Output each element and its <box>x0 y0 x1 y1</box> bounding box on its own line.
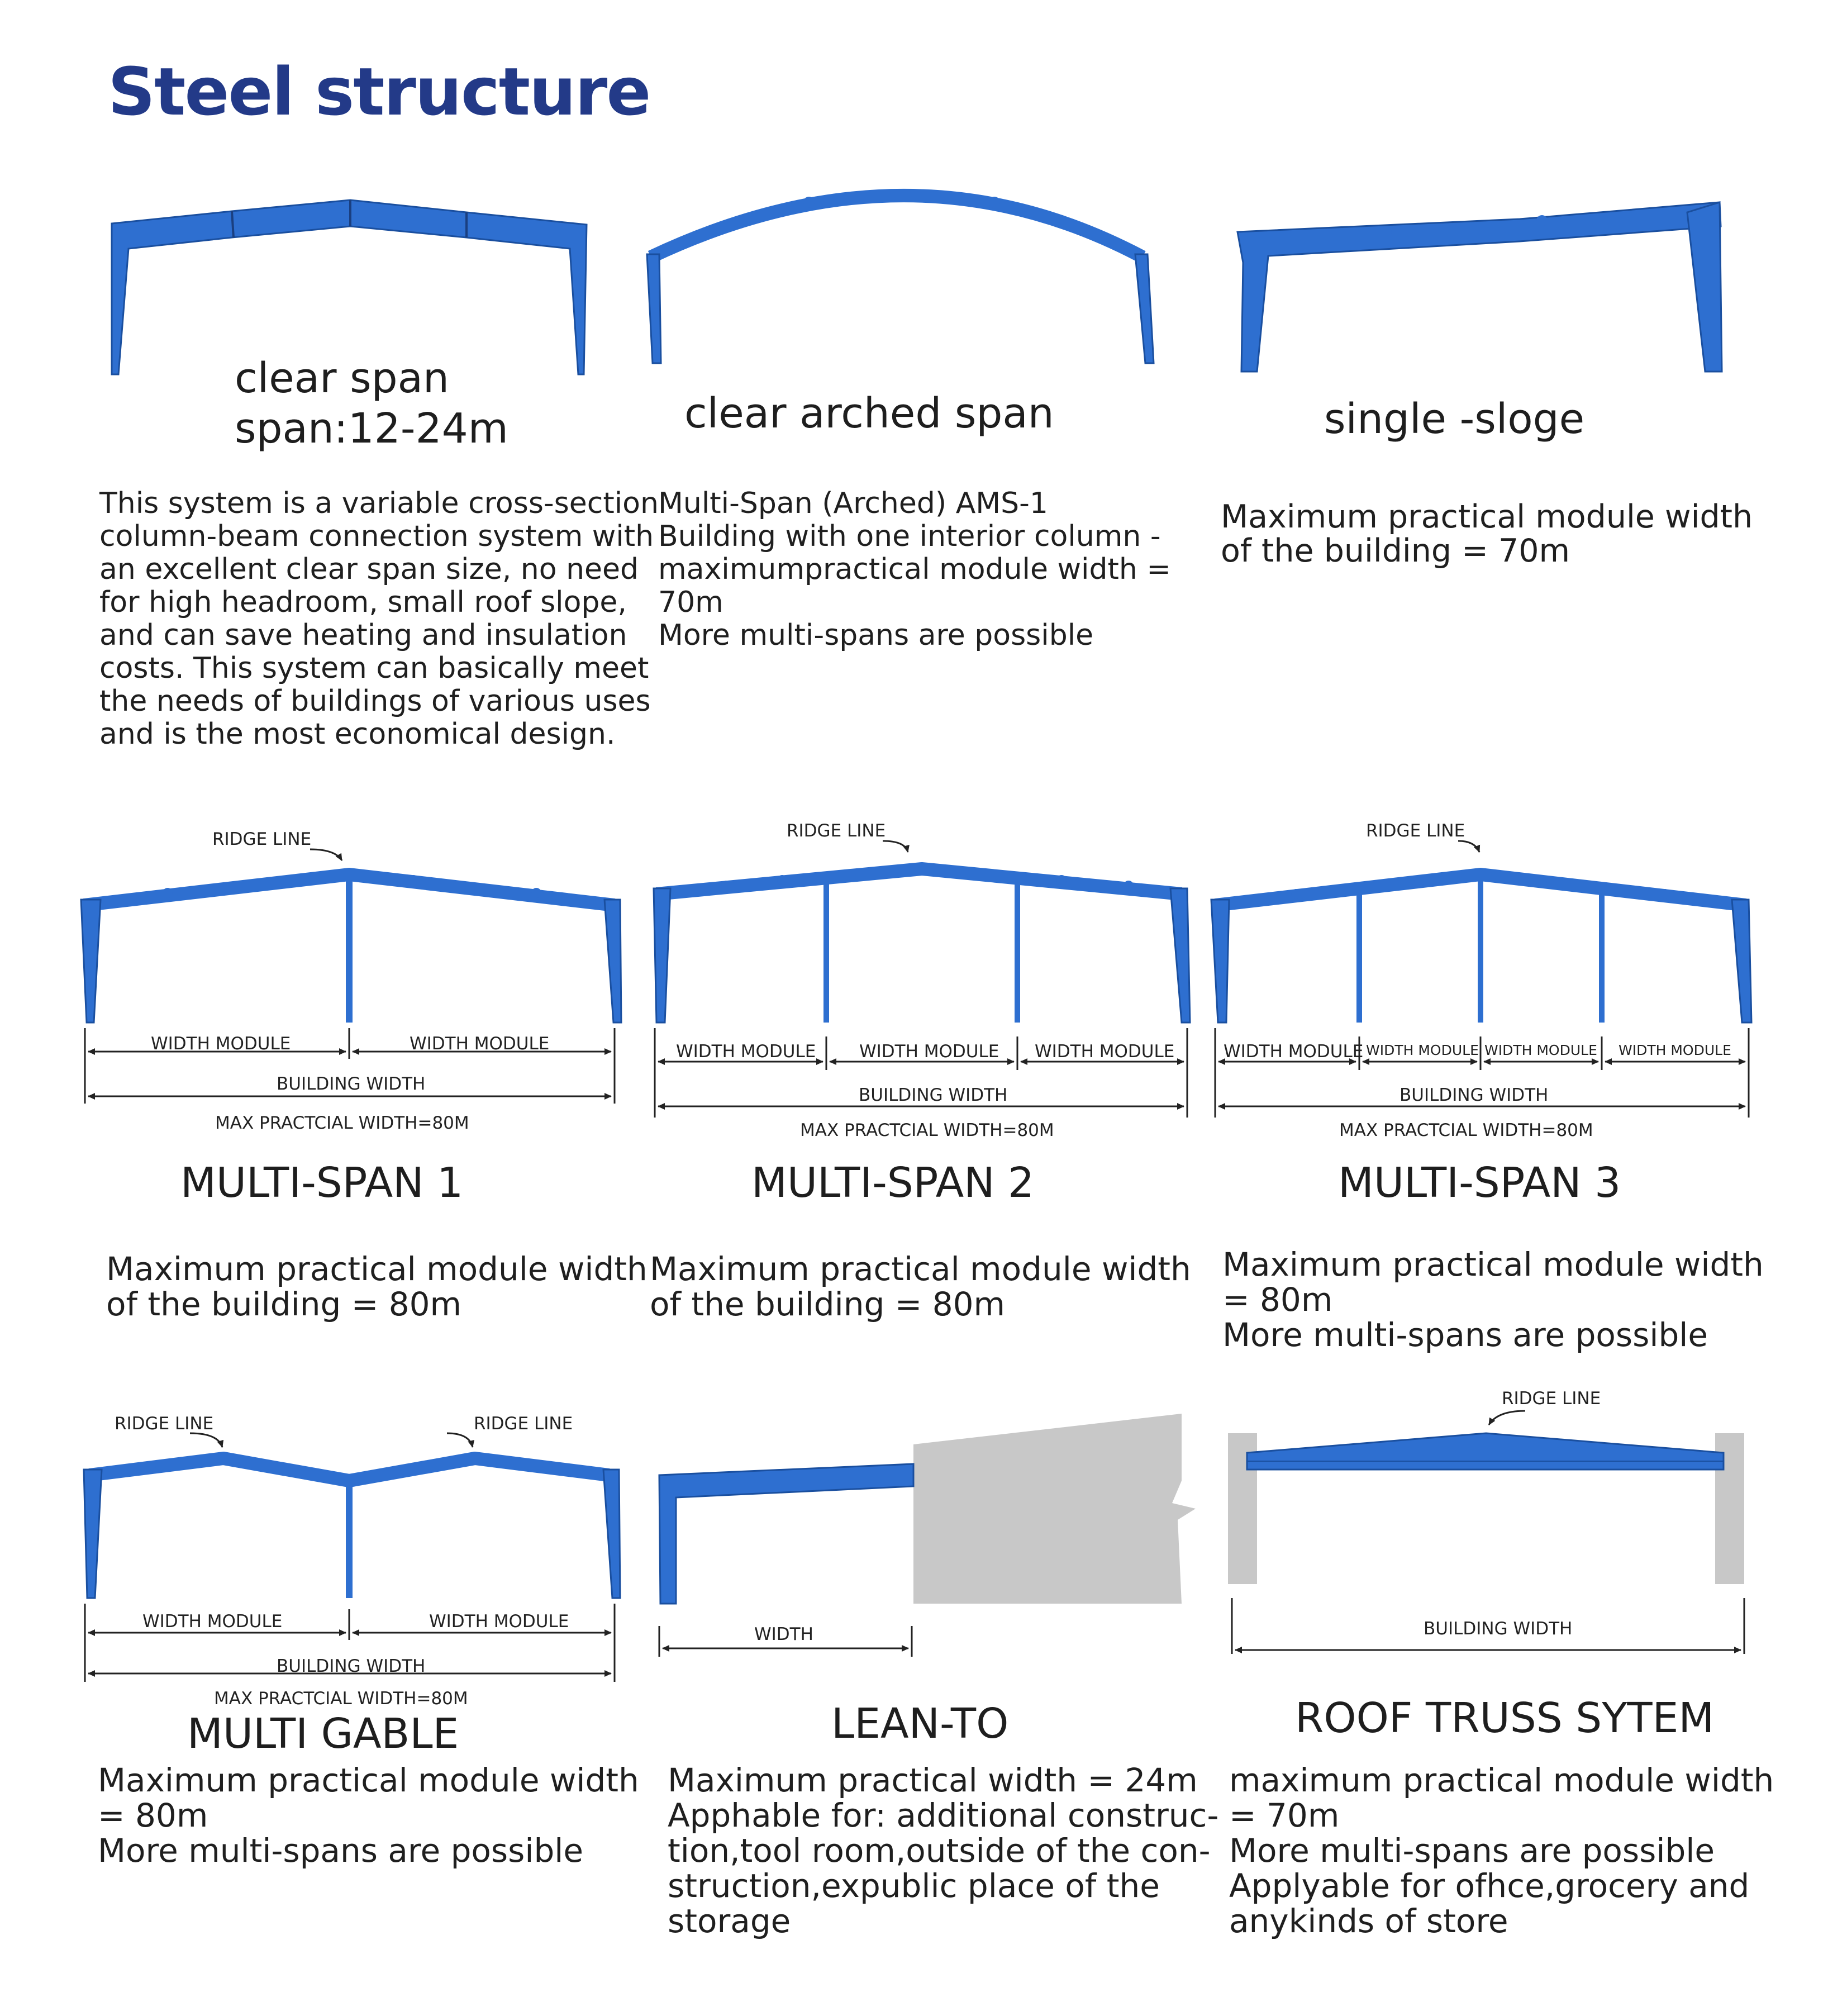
clear-arched-span-frame <box>647 196 1154 363</box>
mg-module-label-1: WIDTH MODULE <box>142 1611 283 1632</box>
multi-span-3-heading: MULTI-SPAN 3 <box>1338 1159 1621 1207</box>
multi-span-2-description: Maximum practical module width of the building = 80m <box>650 1250 1191 1323</box>
mg-ridge-label-1: RIDGE LINE <box>115 1414 214 1434</box>
roof-truss-heading: ROOF TRUSS SYTEM <box>1295 1694 1715 1742</box>
multi-span-1-heading: MULTI-SPAN 1 <box>180 1159 464 1207</box>
ms2-ridge-label: RIDGE LINE <box>787 821 886 841</box>
roof-truss-frame <box>1228 1433 1744 1584</box>
mg-building-width-label: BUILDING WIDTH <box>277 1656 426 1676</box>
ms3-max-width-label: MAX PRACTCIAL WIDTH=80M <box>1339 1120 1593 1140</box>
ms1-building-width-label: BUILDING WIDTH <box>277 1074 426 1094</box>
single-slope-description: Maximum practical module width of the building = 70m <box>1221 498 1753 569</box>
ms2-building-width-label: BUILDING WIDTH <box>859 1085 1008 1105</box>
multi-span-2-heading: MULTI-SPAN 2 <box>751 1159 1035 1207</box>
mg-ridge-label-2: RIDGE LINE <box>474 1414 573 1434</box>
clear-arched-span-description: Multi-Span (Arched) AMS-1 Building with one interior column - maximumpractical module width = 70m More multi-spans are possible <box>658 487 1171 652</box>
multi-span-2-frame <box>654 869 1190 1023</box>
mg-max-width-label: MAX PRACTCIAL WIDTH=80M <box>214 1689 468 1709</box>
multi-span-1-description: Maximum practical module width of the building = 80m <box>106 1250 648 1323</box>
multi-gable-heading: MULTI GABLE <box>187 1710 459 1758</box>
roof-truss-building-width-label: BUILDING WIDTH <box>1424 1619 1573 1639</box>
ms1-module-label-2: WIDTH MODULE <box>410 1034 550 1054</box>
ms3-module-label-4: WIDTH MODULE <box>1618 1042 1731 1058</box>
ms3-ridge-label: RIDGE LINE <box>1366 821 1465 841</box>
ms3-module-label-1: WIDTH MODULE <box>1224 1042 1364 1062</box>
ms1-module-label-1: WIDTH MODULE <box>151 1034 291 1054</box>
lean-to-description: Maximum practical width = 24m Apphable for: additional construc- tion,tool room,outside of the con- struction,expublic place of the storage <box>668 1761 1219 1940</box>
lean-to-width-label: WIDTH <box>754 1624 813 1644</box>
roof-truss-ridge-label: RIDGE LINE <box>1502 1389 1601 1409</box>
ms1-ridge-label: RIDGE LINE <box>212 829 312 849</box>
ms1-max-width-label: MAX PRACTCIAL WIDTH=80M <box>215 1113 469 1133</box>
ms2-module-label-1: WIDTH MODULE <box>676 1042 816 1062</box>
multi-gable-frame <box>84 1454 620 1598</box>
multi-span-3-description: Maximum practical module width = 80m More multi-spans are possible <box>1222 1245 1764 1354</box>
ms2-module-label-2: WIDTH MODULE <box>859 1042 999 1062</box>
lean-to-heading: LEAN-TO <box>831 1700 1009 1748</box>
ms2-max-width-label: MAX PRACTCIAL WIDTH=80M <box>800 1120 1054 1140</box>
single-slope-heading: single -sloge <box>1324 395 1585 443</box>
single-slope-frame <box>1237 202 1722 372</box>
multi-gable-description: Maximum practical module width = 80m More multi-spans are possible <box>98 1761 639 1870</box>
multi-span-1-frame <box>81 874 621 1023</box>
clear-span-heading: clear span span:12-24m <box>235 354 508 453</box>
page-title: Steel structure <box>108 53 650 130</box>
lean-to-frame <box>659 1414 1196 1604</box>
clear-span-description: This system is a variable cross-section column-beam connection system with an excellent clear span size, no need for high headroom, small roof slope, and can save heating and insulation costs. This system can basically meet the needs of buildings of various uses and is the most economical design. <box>99 487 659 751</box>
clear-span-frame <box>112 200 587 374</box>
roof-truss-description: maximum practical module width = 70m More multi-spans are possible Applyable for ofhce,grocery and anykinds of store <box>1229 1761 1774 1940</box>
clear-arched-span-heading: clear arched span <box>684 389 1054 438</box>
ms3-module-label-3: WIDTH MODULE <box>1484 1042 1597 1058</box>
mg-module-label-2: WIDTH MODULE <box>429 1611 569 1632</box>
ms3-module-label-2: WIDTH MODULE <box>1366 1042 1479 1058</box>
ms3-building-width-label: BUILDING WIDTH <box>1399 1085 1549 1105</box>
multi-span-3-frame <box>1211 874 1751 1023</box>
ms2-module-label-3: WIDTH MODULE <box>1035 1042 1175 1062</box>
